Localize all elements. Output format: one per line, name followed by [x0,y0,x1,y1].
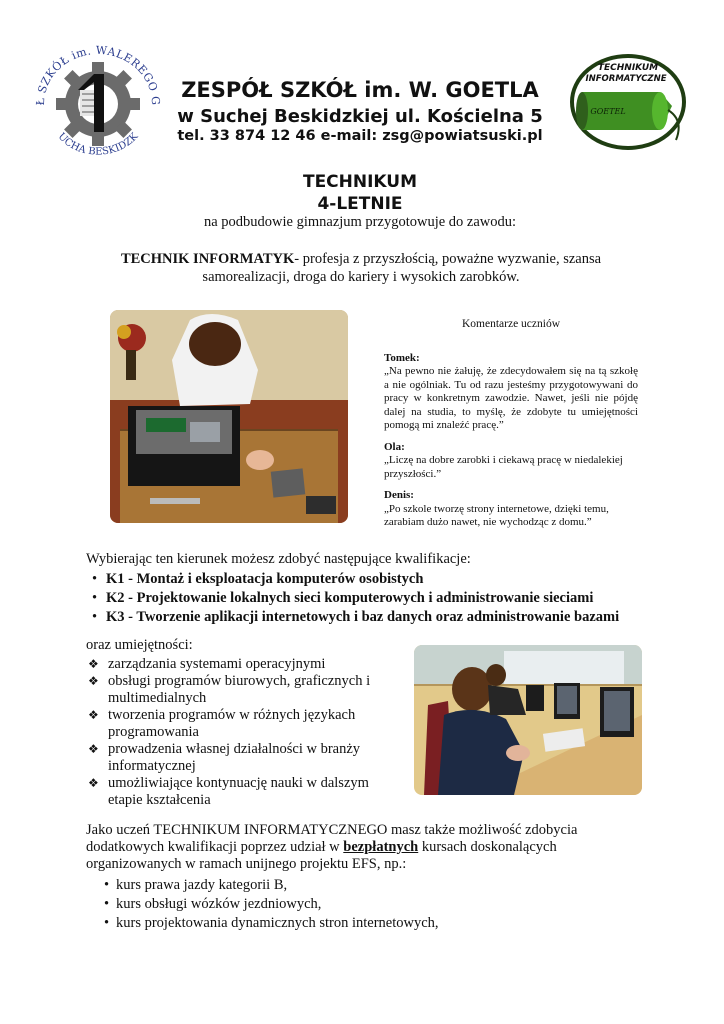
efs-highlight: bezpłatnych [343,839,419,855]
logo-text-top: Ł SZKÓŁ im. WALEREGO G [33,43,163,106]
qualification-item: • K2 - Projektowanie lokalnych sieci komputerowych i administrowanie sieciami [86,589,686,608]
profession-name: TECHNIK INFORMATYK [120,251,295,267]
school-address: w Suchej Beskidzkiej ul. Kościelna 5 [177,106,543,127]
profession-desc: - profesja z przyszłością, poważne wyzwanie, szansa samorealizacji, droga do kariery i wysokich zarobków. [202,251,602,285]
skill-text: zarządzania systemami operacyjnymi [108,656,326,672]
skills-list [86,656,386,809]
skills-intro: oraz umiejętności: [86,637,193,653]
school-contact: tel. 33 874 12 46 e-mail: zsg@powiatsuski.pl [177,128,543,144]
skill-text: obsługi programów biurowych, graficznych i multimedialnych [108,673,371,706]
diamond-bullet-icon: ❖ [88,742,99,756]
skill-text: umożliwiające kontynuację nauki w dalszym etapie kształcenia [108,775,369,808]
efs-text-before: Jako uczeń TECHNIKUM INFORMATYCZNEGO masz także możliwość zdobycia dodatkowych kwalifikacji poprzez udział w [86,822,578,855]
comments-heading: Komentarze uczniów [461,318,561,330]
program-description [96,250,626,286]
logo-text-bottom: UCHA BESKIDZK [55,131,141,158]
skill-item [86,656,386,673]
qualifications-intro: Wybierając ten kierunek możesz zdobyć następujące kwalifikacje: [86,551,471,567]
courses-list [86,876,646,933]
skill-text: tworzenia programów w różnych językach programowania [108,707,356,740]
efs-paragraph [86,822,646,873]
qualifications-list [86,570,686,627]
skill-item [86,707,386,741]
diamond-bullet-icon: ❖ [88,708,99,722]
efs-text-after: kursach doskonalących organizowanych w ramach unijnego projektu EFS, np.: [86,839,557,872]
technikum-informatyczne-logo-icon [568,50,688,154]
comment-author: Denis: [384,489,414,501]
skill-item [86,673,386,707]
skill-item [86,775,386,809]
comment-author: Tomek: [384,351,420,364]
program-subtitle: na podbudowie gimnazjum przygotowuje do zawodu: [203,214,517,230]
comment-author: Ola: [384,440,405,453]
qualification-item: • K1 - Montaż i eksploatacja komputerów osobistych [86,570,686,589]
course-item: • kurs prawa jazdy kategorii B, [86,876,646,895]
qualification-item: • K3 - Tworzenie aplikacji internetowych i baz danych oraz administrowanie bazami [86,608,686,627]
comment-text: „Po szkole tworzę strony internetowe, dzięki temu, zarabiam dużo nawet, nie wychodząc z domu.” [384,502,609,528]
diamond-bullet-icon: ❖ [88,657,99,671]
diamond-bullet-icon: ❖ [88,776,99,790]
photo-computer-lab [414,645,642,795]
comment-text: „Na pewno nie żałuję, że zdecydowałem się na tą szkołę a nie ogólniak. Tu od razu jesteśmy przygotowywani do pracy w konkretnym zawodzie. Nawet, jeśli nie pójdę dalej na studia, to myślę, że zdobyte tu umiejętności pomogą mi znaleźć pracę.” [384,365,638,431]
courses [86,876,646,933]
technikum-logo [568,50,688,154]
logo-right-line2: INFORMATYCZNE [585,74,667,84]
photo-pc-repair [110,310,348,523]
program-title-line2: 4-LETNIE [317,194,403,214]
skill-item [86,741,386,775]
school-name: ZESPÓŁ SZKÓŁ im. W. GOETLA [181,78,539,102]
course-item: • kurs obsługi wózków jezdniowych, [86,895,646,914]
qualifications [86,550,686,627]
logo-right-label: GOETEL [590,107,626,116]
course-item: • kurs projektowania dynamicznych stron internetowych, [86,914,646,933]
diamond-bullet-icon: ❖ [88,674,99,688]
program-title [200,171,520,215]
skills [86,637,386,809]
skill-text: prowadzenia własnej działalności w branży informatycznej [108,741,361,774]
logo-right-line1: TECHNIKUM [597,63,659,73]
student-comments [384,318,638,538]
program-title-line1: TECHNIKUM [302,172,418,192]
comment-text: „Liczę na dobre zarobki i ciekawą pracę w niedalekiej przyszłości.” [384,454,623,480]
